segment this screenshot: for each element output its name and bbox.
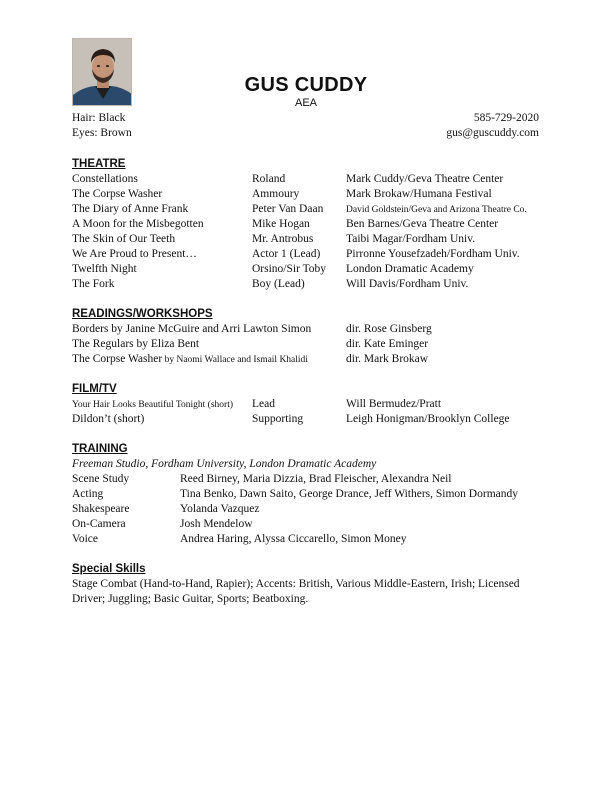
training-area: On-Camera — [72, 518, 126, 530]
show-title: Constellations — [72, 173, 138, 185]
skills-heading: Special Skills — [72, 563, 146, 575]
training-teachers: Andrea Haring, Alyssa Ciccarello, Simon Money — [180, 533, 407, 545]
role: Mike Hogan — [252, 218, 310, 230]
role: Orsino/Sir Toby — [252, 263, 327, 275]
reading-title-main: The Corpse Washer — [72, 353, 163, 365]
hair-color: Hair: Black — [72, 112, 126, 124]
readings-heading: READINGS/WORKSHOPS — [72, 308, 213, 320]
theatre-heading: THEATRE — [72, 158, 126, 170]
reading-director: dir. Mark Brokaw — [346, 353, 429, 365]
role: Peter Van Daan — [252, 203, 324, 215]
credit: London Dramatic Academy — [346, 263, 474, 275]
union-affiliation: AEA — [294, 97, 317, 109]
reading-row — [72, 353, 542, 368]
role: Mr. Antrobus — [252, 233, 314, 245]
film-row — [72, 398, 542, 413]
credit: Will Davis/Fordham Univ. — [346, 278, 469, 290]
theatre-row — [72, 248, 542, 263]
training-area: Scene Study — [72, 473, 130, 485]
training-row — [72, 518, 542, 533]
reading-title-authors: by Naomi Wallace and Ismail Khalidi — [162, 355, 308, 365]
film-credit: Will Bermudez/Pratt — [346, 398, 442, 410]
credit: David Goldstein/Geva and Arizona Theatre Co. — [346, 205, 527, 215]
reading-title-main: Borders by Janine McGuire and Arri Lawton Simon — [72, 323, 312, 335]
training-area: Shakespeare — [72, 503, 130, 515]
show-title: The Fork — [72, 278, 115, 290]
film-role: Lead — [252, 398, 275, 410]
reading-title-main: The Regulars by Eliza Bent — [72, 338, 200, 350]
theatre-row — [72, 263, 542, 278]
training-schools — [72, 458, 542, 473]
film-title: Your Hair Looks Beautiful Tonight (short) — [72, 400, 234, 410]
role: Roland — [252, 173, 286, 185]
reading-title — [72, 338, 199, 350]
theatre-row — [72, 203, 542, 218]
credit: Taibi Magar/Fordham Univ. — [346, 233, 476, 245]
training-row — [72, 533, 542, 548]
reading-row — [72, 323, 542, 338]
show-title: The Corpse Washer — [72, 188, 163, 200]
phone-number[interactable]: 585-729-2020 — [473, 112, 539, 124]
credit: Mark Brokaw/Humana Festival — [346, 188, 492, 200]
actor-name: GUS CUDDY — [244, 74, 368, 96]
training-schools-text: Freeman Studio, Fordham University, London Dramatic Academy — [72, 458, 377, 470]
role: Actor 1 (Lead) — [252, 248, 321, 260]
credit: Ben Barnes/Geva Theatre Center — [346, 218, 499, 230]
training-heading: TRAINING — [72, 443, 128, 455]
show-title: The Diary of Anne Frank — [72, 203, 189, 215]
theatre-row — [72, 278, 542, 293]
training-teachers: Yolanda Vazquez — [180, 503, 260, 515]
film-heading: FILM/TV — [72, 383, 117, 395]
reading-title — [72, 323, 311, 335]
film-row — [72, 413, 542, 428]
reading-director: dir. Rose Ginsberg — [346, 323, 432, 335]
credit: Mark Cuddy/Geva Theatre Center — [346, 173, 504, 185]
theatre-row — [72, 188, 542, 203]
training-teachers: Reed Birney, Maria Dizzia, Brad Fleischer, Alexandra Neil — [180, 473, 452, 485]
reading-title — [72, 353, 308, 365]
film-credit: Leigh Honigman/Brooklyn College — [346, 413, 510, 425]
role: Boy (Lead) — [252, 278, 305, 290]
show-title: The Skin of Our Teeth — [72, 233, 176, 245]
training-teachers: Josh Mendelow — [180, 518, 253, 530]
training-row — [72, 488, 542, 503]
theatre-row — [72, 233, 542, 248]
show-title: Twelfth Night — [72, 263, 137, 275]
credit: Pirronne Yousefzadeh/Fordham Univ. — [346, 248, 520, 260]
show-title: We Are Proud to Present… — [72, 248, 197, 260]
training-row — [72, 503, 542, 518]
theatre-row — [72, 218, 542, 233]
eye-color: Eyes: Brown — [72, 127, 132, 139]
film-title: Dildon’t (short) — [72, 413, 145, 425]
theatre-row — [72, 173, 542, 188]
show-title: A Moon for the Misbegotten — [72, 218, 204, 230]
training-teachers: Tina Benko, Dawn Saito, George Drance, Jeff Withers, Simon Dormandy — [180, 488, 518, 500]
role: Ammoury — [252, 188, 300, 200]
reading-director: dir. Kate Eminger — [346, 338, 429, 350]
reading-row — [72, 338, 542, 353]
training-area: Voice — [72, 533, 98, 545]
training-area: Acting — [72, 488, 104, 500]
film-role: Supporting — [252, 413, 304, 425]
email-address[interactable]: gus@guscuddy.com — [446, 127, 539, 139]
training-row — [72, 473, 542, 488]
skills-text: Stage Combat (Hand-to-Hand, Rapier); Accents: British, Various Middle-Eastern, Irish; Licensed Driver; Juggling; Basic Guitar, Sports; Beatboxing. — [72, 578, 520, 605]
